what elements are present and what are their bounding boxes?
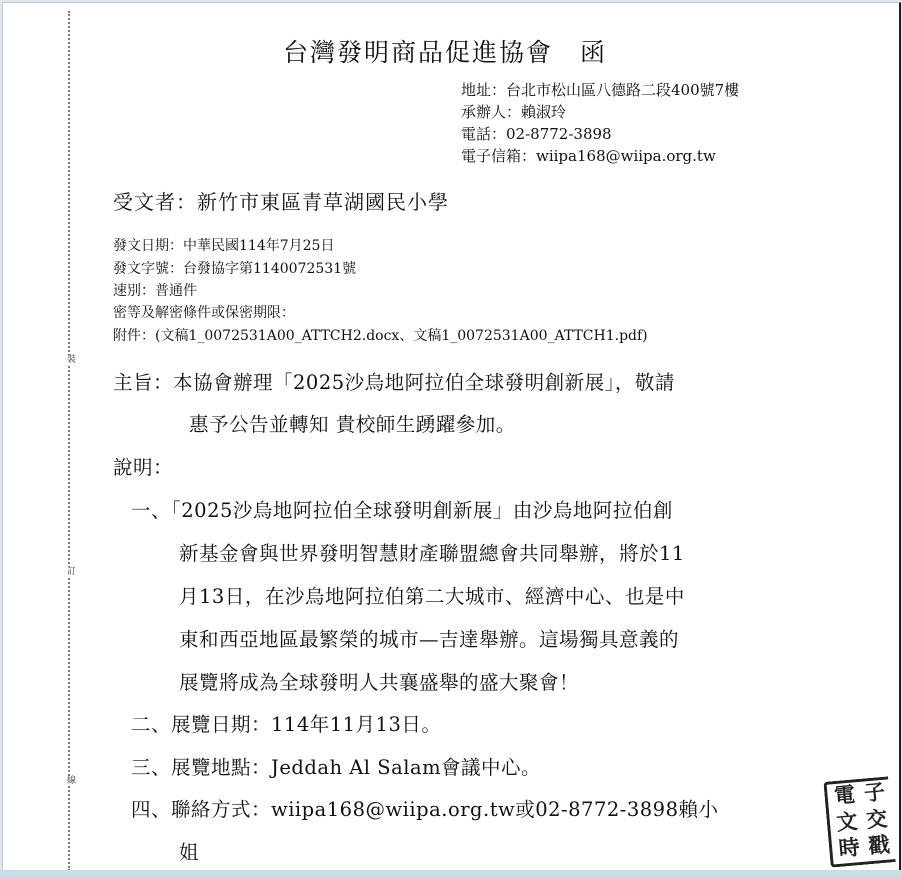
stamp-char: 電 [833, 781, 857, 809]
document-page [2, 2, 901, 871]
binding-mark-ding: 訂 [67, 567, 77, 577]
attachments: 附件：(文稿1_0072531A00_ATTCH2.docx、文稿1_0072531A00_ATTCH1.pdf) [113, 328, 648, 344]
electronic-timestamp-seal [823, 776, 895, 867]
binding-mark-zhuang: 裝 [67, 355, 77, 365]
contact-email: 電子信箱：wiipa168@wiipa.org.tw [461, 147, 716, 165]
stamp-char: 交 [865, 805, 889, 833]
item-1-line-5: 展覽將成為全球發明人共襄盛舉的盛大聚會！ [179, 671, 580, 694]
stamp-char: 時 [837, 834, 861, 862]
contact-phone: 電話：02-8772-3898 [461, 125, 612, 143]
item-4-line-2: 姐 [179, 841, 200, 864]
explanation-label: 說明： [113, 456, 174, 479]
speed-class: 速別：普通件 [113, 283, 197, 299]
item-1-line-1: 一、「2025沙烏地阿拉伯全球發明創新展」由沙烏地阿拉伯創 [131, 499, 673, 522]
item-1-line-2: 新基金會與世界發明智慧財產聯盟總會共同舉辦，將於11 [179, 542, 685, 565]
secrecy-level: 密等及解密條件或保密期限： [113, 305, 295, 321]
subject-line-2: 惠予公告並轉知 貴校師生踴躍參加。 [189, 413, 516, 436]
stamp-char: 子 [862, 778, 886, 806]
item-3: 三、展覽地點：Jeddah Al Salam會議中心。 [131, 756, 542, 779]
item-1-line-3: 月13日，在沙烏地阿拉伯第二大城市、經濟中心、也是中 [179, 585, 685, 608]
item-2: 二、展覽日期：114年11月13日。 [131, 713, 442, 736]
item-4-line-1: 四、聯絡方式：wiipa168@wiipa.org.tw或02-8772-3898賴小 [131, 798, 719, 821]
stamp-char: 文 [835, 807, 859, 835]
contact-address: 地址：台北市松山區八德路二段400號7樓 [461, 81, 740, 99]
contact-handler: 承辦人：賴淑玲 [461, 103, 567, 121]
document-title: 台灣發明商品促進協會 函 [283, 38, 608, 67]
subject-line-1: 主旨：本協會辦理「2025沙烏地阿拉伯全球發明創新展」，敬請 [113, 371, 675, 394]
viewer-bottom-strip [0, 870, 902, 878]
issue-date: 發文日期：中華民國114年7月25日 [113, 238, 335, 254]
stamp-char: 戳 [867, 831, 891, 859]
recipient: 受文者：新竹市東區青草湖國民小學 [113, 190, 449, 214]
document-number: 發文字號：台發協字第1140072531號 [113, 261, 357, 277]
item-1-line-4: 東和西亞地區最繁榮的城市—吉達舉辦。這場獨具意義的 [179, 628, 680, 651]
binding-line [68, 11, 70, 871]
binding-mark-xian: 線 [67, 776, 77, 786]
